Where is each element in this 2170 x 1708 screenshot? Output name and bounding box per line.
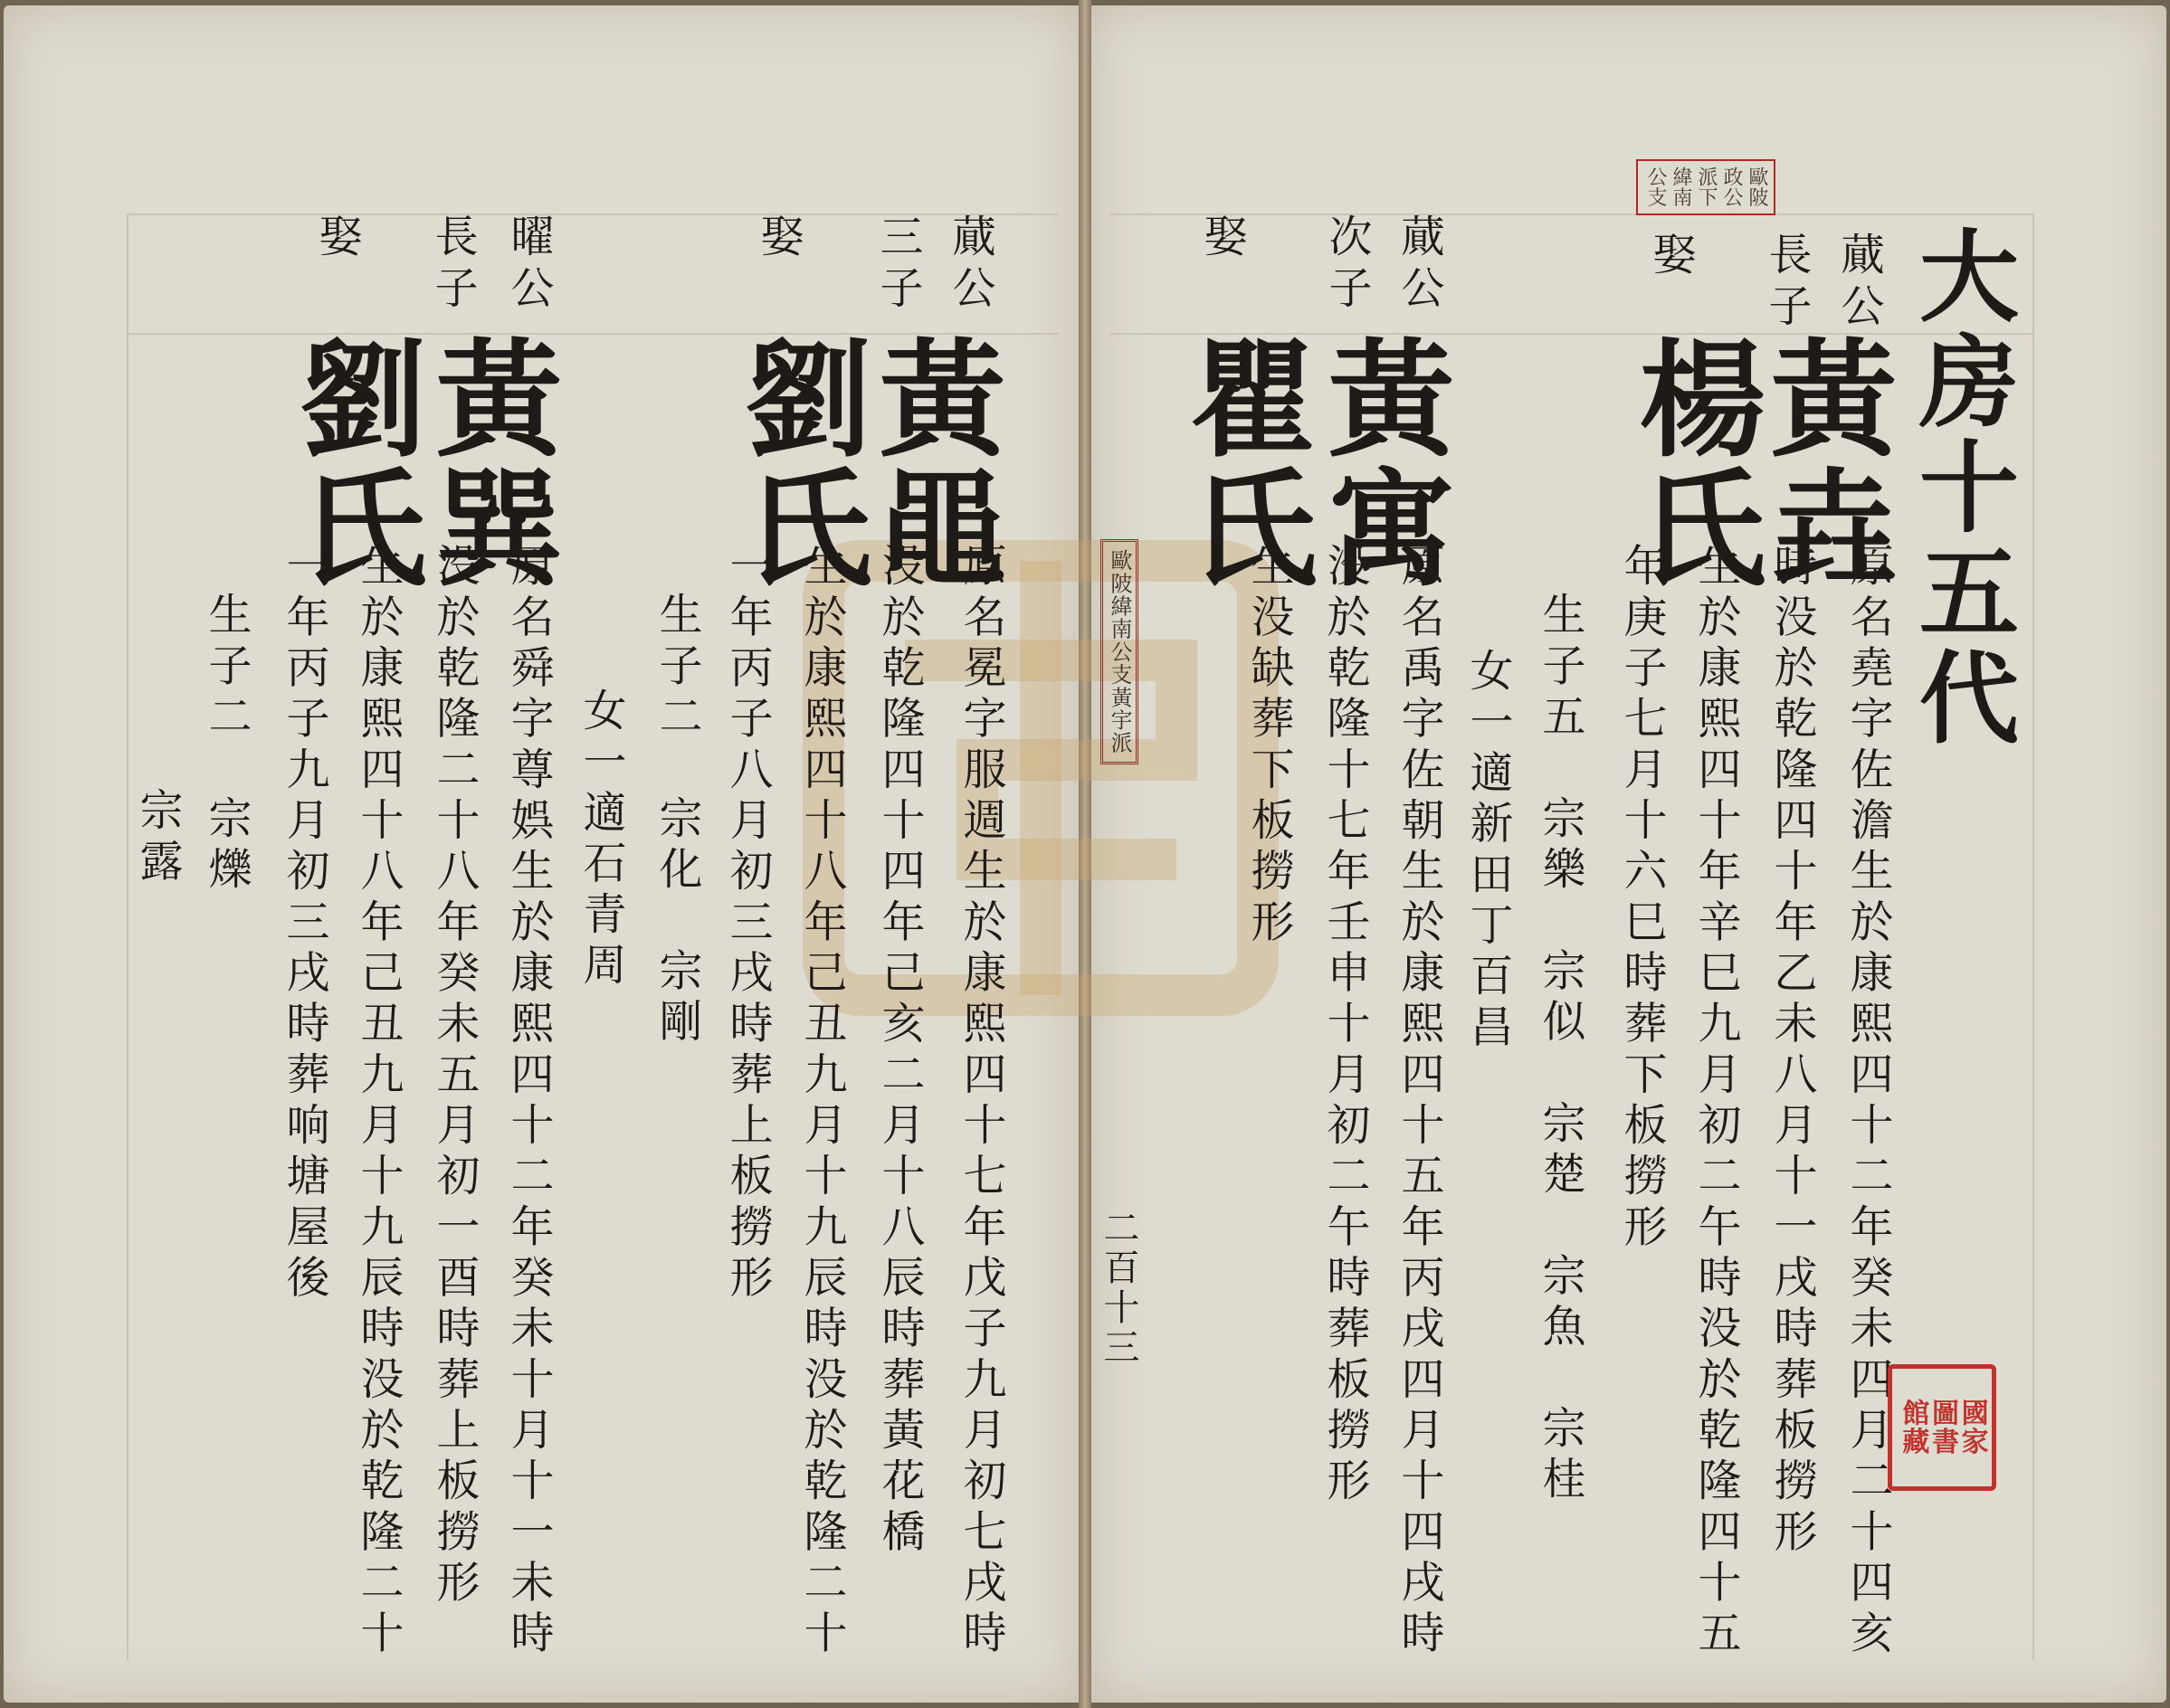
seal-line: 館藏: [1897, 1399, 1929, 1457]
generation-title: 大房十五代: [1903, 224, 2020, 752]
entry-desc-line: 原名堯字佐澹生於康熙四十二年癸未四月二十四亥: [1842, 543, 1893, 1661]
stamp-line: 政公: [1720, 166, 1743, 208]
stamp-line: 緯南: [1670, 166, 1692, 208]
entry-desc-line: 没於乾隆四十四年己亥二月十八辰時葬黃花橋: [874, 543, 925, 1560]
entry-wife: 劉氏: [724, 333, 872, 592]
entry-desc-line: 生於康熙四十八年己丑九月十九辰時没於乾隆二十: [353, 543, 404, 1661]
entry-wife: 瞿氏: [1169, 333, 1318, 592]
stamp-line: 歐陂: [1746, 166, 1768, 208]
frame-rule-left: [127, 214, 128, 1661]
entry-wife: 劉氏: [279, 333, 427, 592]
entry-wife-label: 娶: [311, 214, 362, 265]
entry-father: 蕆公: [945, 214, 995, 317]
entry-father: 蕆公: [1394, 214, 1444, 317]
stamp-line: 公支: [1644, 166, 1667, 208]
entry-desc-line: 原名禹字佐朝生於康熙四十五年丙戌四月十四戌時: [1394, 543, 1444, 1661]
branch-label-box: [1100, 539, 1138, 764]
branch-label: 歐陂緯南公支黃宇派: [1107, 549, 1132, 754]
entry-father: 曜公: [503, 214, 554, 317]
seal-line: 國家: [1956, 1399, 1988, 1457]
entry-desc-line: 生於康熙四十年辛巳九月初二午時没於乾隆四十五: [1690, 543, 1741, 1661]
entry-wife: 楊氏: [1618, 333, 1766, 592]
entry-rank: 三子: [872, 214, 923, 317]
header-rule-right: [1109, 214, 2032, 215]
entry-name: 黃寓: [1307, 333, 1455, 592]
entry-desc-line: 一年丙子八月初三戌時葬上板撈形: [722, 543, 773, 1305]
entry-wife-label: 娶: [1196, 214, 1247, 265]
entry-desc-line: 一年丙子九月初三戌時葬响塘屋後: [279, 543, 329, 1305]
entry-children-extra: 宗露: [132, 787, 183, 889]
stamp-line: 派下: [1695, 166, 1718, 208]
entry-father: 蕆公: [1833, 232, 1884, 335]
entry-rank: 長子: [1761, 232, 1812, 335]
entry-daughter: 女一適石青周: [576, 688, 626, 992]
entry-wife-label: 娶: [1645, 232, 1696, 283]
entry-children: 生子二 宗爍: [201, 592, 252, 897]
entry-rank: 次子: [1321, 214, 1372, 317]
library-seal: [1888, 1364, 1996, 1491]
entry-desc-line: 生於康熙四十八年己丑九月十九辰時没於乾隆二十: [796, 543, 847, 1661]
entry-desc-line: 没於乾隆二十八年癸未五月初一酉時葬上板撈形: [429, 543, 480, 1610]
frame-rule-right: [2032, 214, 2034, 1661]
entry-daughter: 女一適新田丁百昌: [1462, 648, 1513, 1055]
lineage-stamp-box: [1636, 159, 1775, 215]
entry-desc-line: 年庚子七月十六巳時葬下板撈形: [1616, 543, 1667, 1255]
entry-wife-label: 娶: [753, 214, 804, 265]
entry-children: 生子五 宗樂 宗似 宗楚 宗魚 宗桂: [1535, 592, 1585, 1506]
page-folio: 二百十三: [1098, 1209, 1139, 1368]
entry-desc-line: 没於乾隆十七年壬申十月初二午時葬板撈形: [1319, 543, 1370, 1509]
entry-children: 生子二 宗化 宗剛: [652, 592, 702, 1049]
entry-name: 黃巽: [414, 333, 563, 592]
entry-desc-line: 時没於乾隆四十年乙未八月十一戌時葬板撈形: [1766, 543, 1817, 1560]
library-watermark-icon: [787, 525, 1294, 1031]
entry-desc-line: 原名舜字尊娯生於康熙四十二年癸未十月十一未時: [503, 543, 554, 1661]
entry-name: 黃垚: [1749, 333, 1898, 592]
entry-rank: 長子: [427, 214, 478, 317]
seal-line: 圖書: [1926, 1399, 1958, 1457]
entry-name: 黃黽: [858, 333, 1006, 592]
entry-desc-line: 生没缺葬下板撈形: [1243, 543, 1294, 950]
entry-desc-line: 原名冕字服週生於康熙四十七年戊子九月初七戌時: [956, 543, 1006, 1661]
